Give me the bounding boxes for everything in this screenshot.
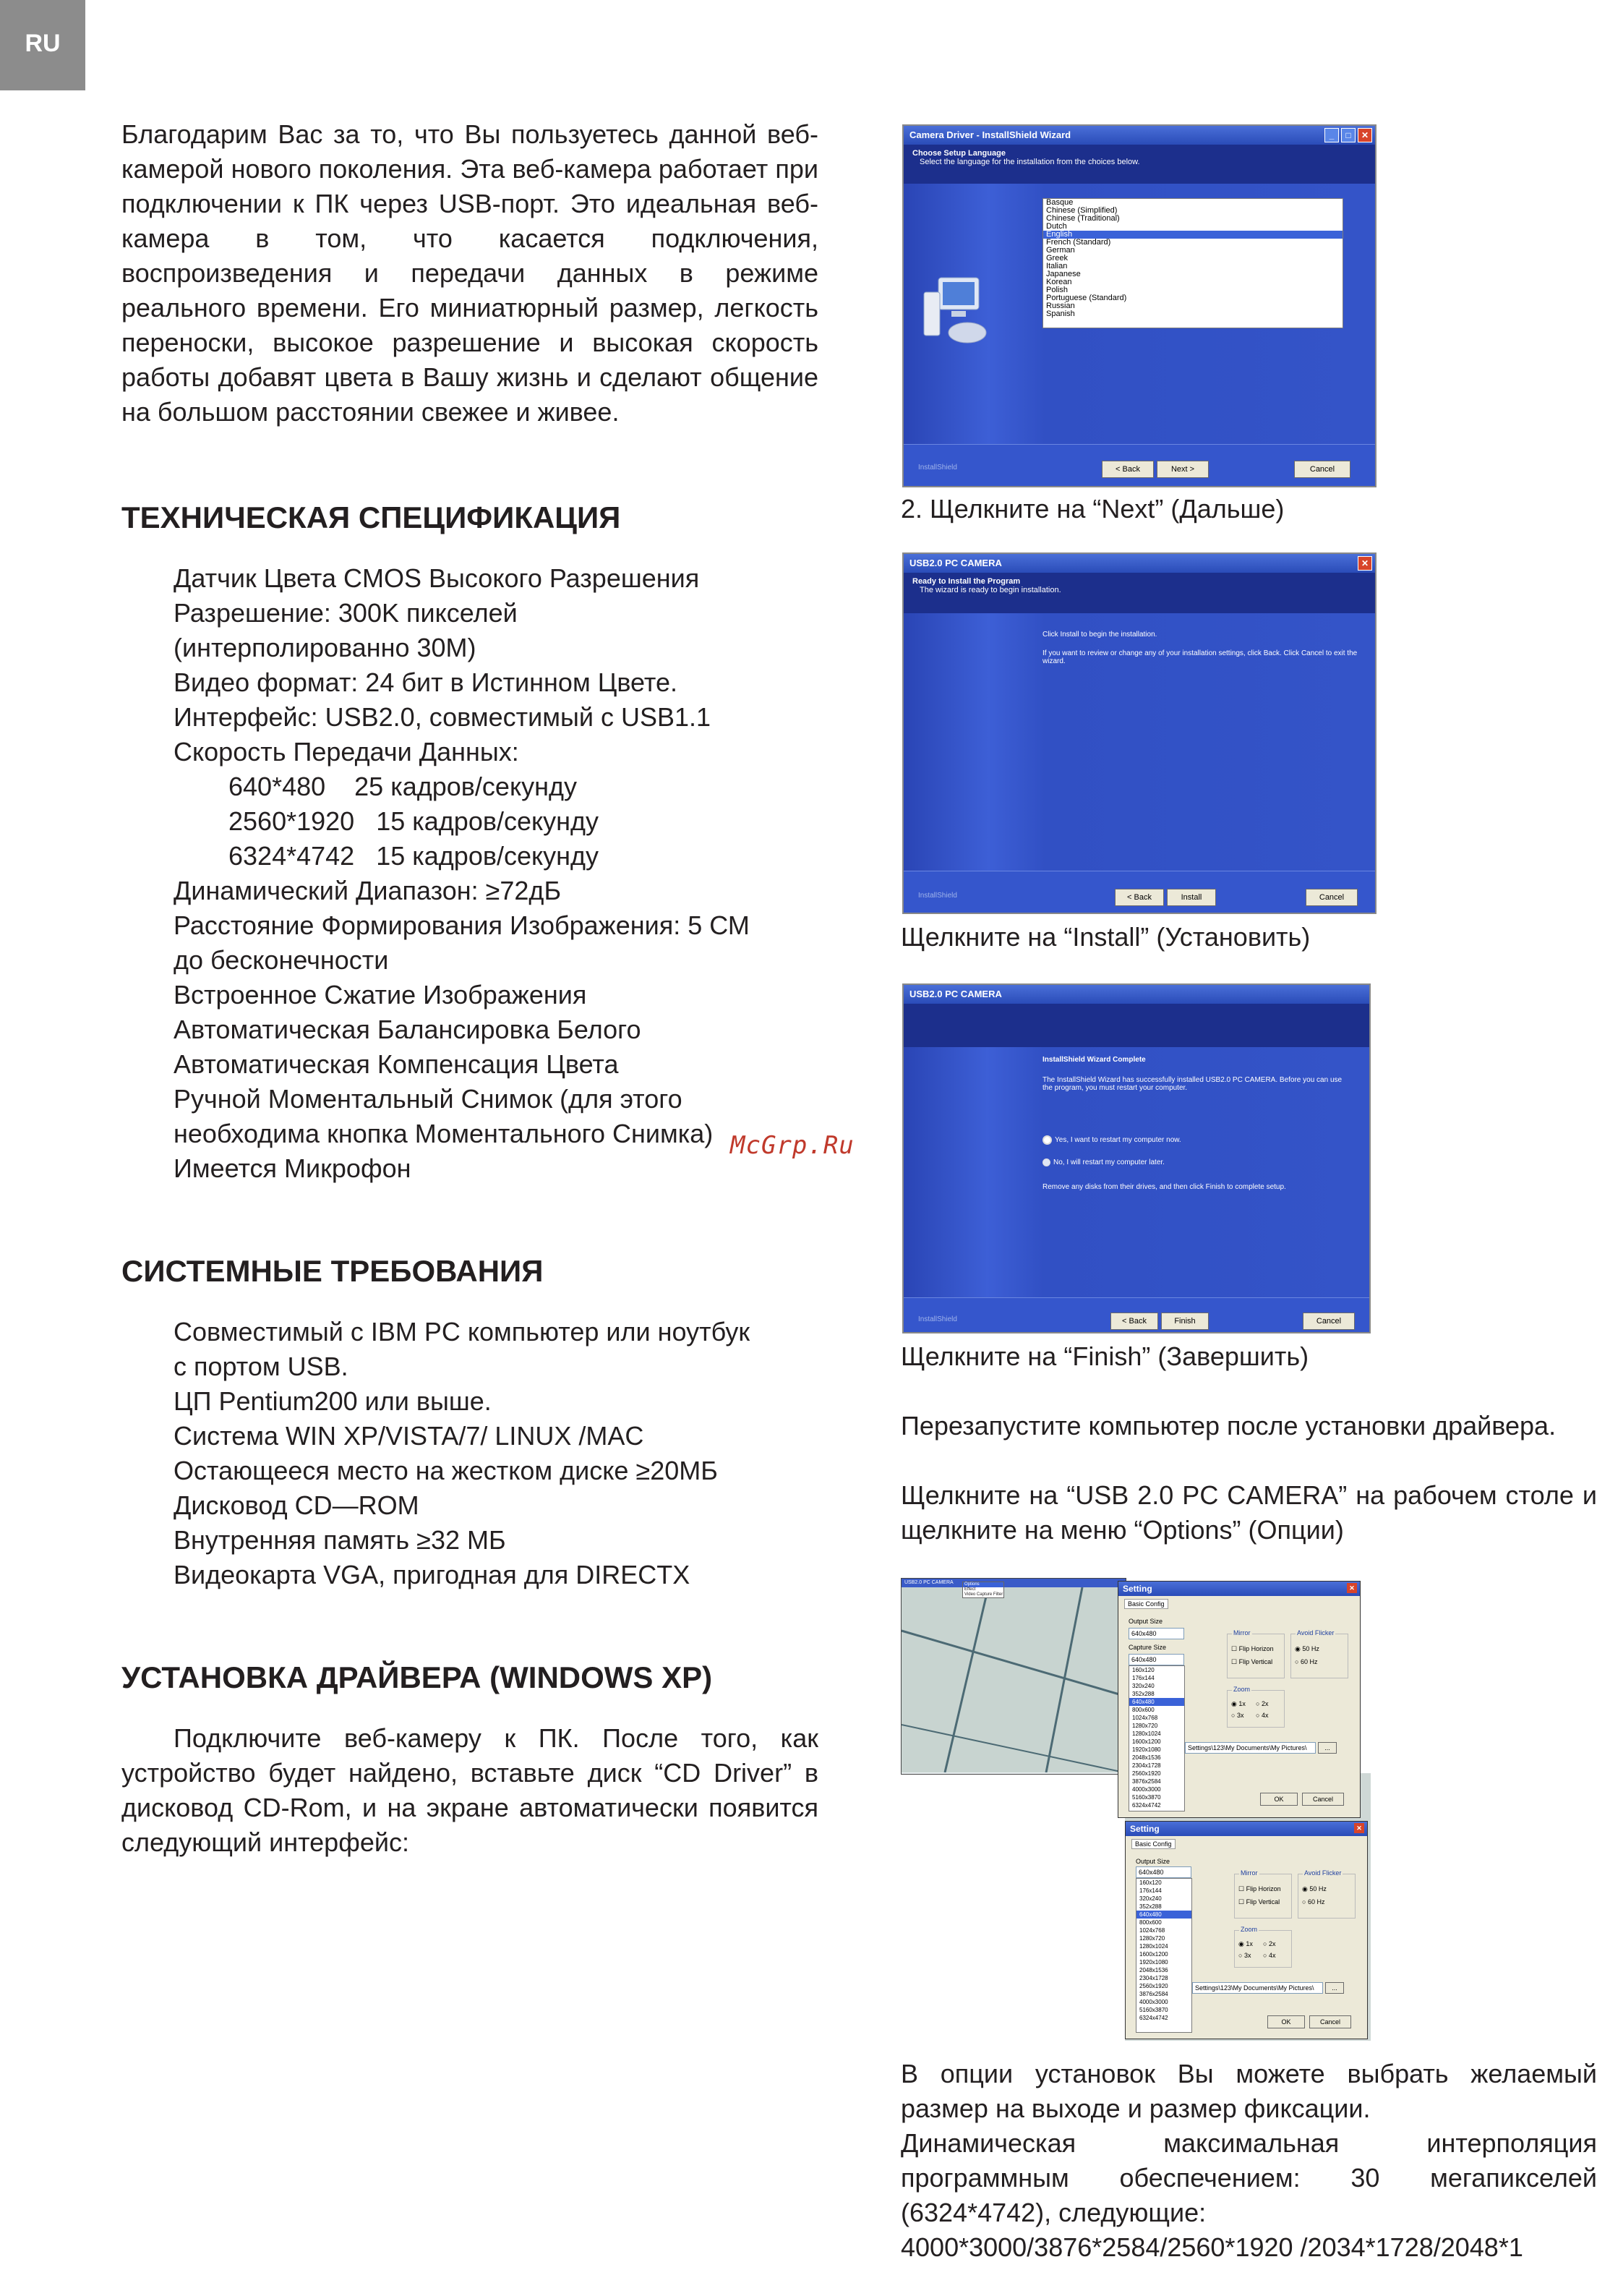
radio-icon[interactable] (1042, 1158, 1050, 1166)
spec-line: необходима кнопка Моментального Снимка) (174, 1119, 714, 1148)
spec-rate: 6324*4742 15 кадров/секунду (228, 841, 599, 871)
options-menu[interactable] (962, 1582, 1004, 1598)
hz60-radio[interactable]: ○ 60 Hz (1295, 1658, 1318, 1665)
install-button[interactable]: Install (1167, 889, 1216, 906)
settings-dialog (1118, 1581, 1361, 1818)
watermark: McGrp.Ru (730, 1131, 855, 1160)
size-option[interactable]: 3876x2584 (1132, 1778, 1161, 1785)
window-controls (1324, 128, 1372, 142)
zoom-3x-radio[interactable]: ○ 3x (1231, 1712, 1244, 1719)
spec-line: Динамический Диапазон: ≥72дБ (174, 876, 562, 905)
settings-dialog-title-text: Setting (1130, 1824, 1160, 1834)
sysreq-line: ЦП Pentium200 или выше. (174, 1386, 492, 1416)
language-tab: RU (0, 0, 85, 90)
size-option-selected[interactable]: 640x480 (1136, 1911, 1191, 1919)
size-option[interactable]: 176x144 (1139, 1887, 1162, 1894)
screenshot-settings (901, 1578, 1371, 2041)
wizard-header-subtitle: The wizard is ready to begin installation. (920, 586, 1061, 594)
window-title-text: USB2.0 PC CAMERA (909, 558, 1002, 568)
complete-description: The InstallShield Wizard has successfully installed USB2.0 PC CAMERA. Before you can use the program, you must restart your computer. (1042, 1076, 1343, 1092)
language-option[interactable]: Chinese (Simplified) (1046, 206, 1118, 215)
sysreq-line: Остающееся место на жестком диске ≥20МБ (174, 1456, 718, 1485)
size-option[interactable]: 160x120 (1139, 1879, 1162, 1886)
language-option[interactable]: Korean (1046, 278, 1072, 286)
size-option[interactable]: 352x288 (1139, 1903, 1162, 1910)
language-option[interactable]: Polish (1046, 286, 1068, 294)
size-option[interactable]: 5160x3870 (1132, 1794, 1161, 1801)
window-title (904, 554, 1375, 573)
install-text: Click Install to begin the installation. (1042, 631, 1157, 639)
mirror-group: Mirror (1227, 1634, 1285, 1678)
screenshot-finish (902, 983, 1371, 1333)
screenshot-install (902, 552, 1376, 914)
restart-paragraph: Перезапустите компьютер после установки драйвера. (901, 1411, 1557, 1441)
wizard-header-subtitle: Select the language for the installation from the choices below. (920, 158, 1140, 166)
settings-dialog-output (1125, 1821, 1368, 2039)
sysreq-heading: СИСТЕМНЫЕ ТРЕБОВАНИЯ (121, 1254, 544, 1288)
size-option[interactable]: 6324x4742 (1139, 2015, 1168, 2021)
wizard-header (904, 573, 1375, 613)
window-controls (1358, 556, 1372, 571)
settings-dialog-title-text: Setting (1123, 1584, 1152, 1594)
options-instruction: Щелкните на “USB 2.0 PC CAMERA” на рабочем столе и щелкните на меню “Options” (Опции) (901, 1480, 1597, 1545)
size-option[interactable]: 320x240 (1132, 1683, 1155, 1689)
size-option[interactable]: 1280x1024 (1132, 1730, 1161, 1737)
language-option[interactable]: Chinese (Traditional) (1046, 214, 1120, 223)
spec-line: Разрешение: 300K пикселей (174, 598, 518, 628)
language-option[interactable]: Russian (1046, 302, 1075, 310)
mirror-group: Mirror (1234, 1874, 1292, 1919)
remove-disks-text: Remove any disks from their drives, and then click Finish to complete setup. (1042, 1183, 1286, 1191)
caption-install: Щелкните на “Install” (Установить) (901, 922, 1311, 952)
spec-line: Встроенное Сжатие Изображения (174, 980, 587, 1010)
size-option[interactable]: 2304x1728 (1139, 1975, 1168, 1981)
close-icon[interactable]: ✕ (1354, 1823, 1364, 1833)
size-option[interactable]: 1600x1200 (1139, 1951, 1168, 1958)
output-size-label: Output Size (1136, 1858, 1170, 1865)
size-option[interactable]: 5160x3870 (1139, 2007, 1168, 2013)
restart-later-label: No, I will restart my computer later. (1053, 1158, 1165, 1166)
size-option[interactable]: 1600x1200 (1132, 1738, 1161, 1745)
ok-button[interactable]: OK (1267, 2015, 1305, 2028)
spec-line: до бесконечности (174, 945, 389, 975)
cancel-button[interactable]: Cancel (1294, 461, 1350, 478)
close-icon[interactable]: ✕ (1358, 128, 1372, 142)
hz50-radio[interactable]: ◉ 50 Hz (1302, 1885, 1327, 1892)
resolutions-line: 4000*3000/3876*2584/2560*1920 /2034*1728/2048*1 (901, 2232, 1523, 2262)
browse-button[interactable]: ... (1318, 1742, 1337, 1754)
back-button[interactable]: < Back (1110, 1313, 1158, 1330)
next-button[interactable]: Next > (1157, 461, 1209, 478)
language-option[interactable]: Japanese (1046, 270, 1081, 278)
hz50-radio[interactable]: ◉ 50 Hz (1295, 1645, 1319, 1652)
sysreq-line: Система WIN XP/VISTA/7/ LINUX /MAC (174, 1421, 644, 1451)
wizard-body (904, 613, 1375, 871)
size-option[interactable]: 800x600 (1139, 1919, 1162, 1926)
wizard-header (904, 145, 1375, 184)
cancel-button[interactable]: Cancel (1306, 889, 1358, 906)
restart-now-option[interactable] (1042, 1135, 1181, 1145)
size-option[interactable]: 176x144 (1132, 1675, 1155, 1681)
cancel-button[interactable]: Cancel (1303, 1313, 1355, 1330)
spec-line: (интерполированно 30M) (174, 633, 476, 662)
installshield-brand: InstallShield (918, 464, 957, 471)
size-option[interactable]: 1024x768 (1139, 1927, 1165, 1934)
zoom-1x-radio[interactable]: ◉ 1x (1238, 1940, 1253, 1947)
wizard-header-title: Choose Setup Language (912, 149, 1006, 158)
output-size-select[interactable]: 640x480 (1129, 1628, 1184, 1639)
zoom-2x-radio[interactable]: ○ 2x (1256, 1700, 1269, 1707)
minimize-icon[interactable]: _ (1324, 128, 1339, 142)
installshield-brand: InstallShield (918, 1315, 957, 1323)
save-path-field[interactable]: Settings\123\My Documents\My Pictures\ (1185, 1742, 1316, 1754)
flip-horizon-checkbox[interactable]: ☐ Flip Horizon (1238, 1885, 1281, 1892)
wizard-header-title: Ready to Install the Program (912, 577, 1021, 586)
spec-line: Имеется Микрофон (174, 1153, 411, 1183)
language-option[interactable]: Portuguese (Standard) (1046, 294, 1127, 302)
camera-preview (902, 1587, 1124, 1772)
restart-now-label: Yes, I want to restart my computer now. (1055, 1136, 1181, 1144)
size-option[interactable]: 2048x1536 (1132, 1754, 1161, 1761)
menu-item-effect[interactable]: Effect (964, 1587, 976, 1592)
driver-paragraph: Подключите веб-камеру к ПК. После того, как устройство будет найдено, вставьте диск “CD Driver” в дисковод CD-Rom, и на экране автоматически появится следующий интерфейс: (121, 1723, 818, 1857)
flip-horizon-checkbox[interactable]: ☐ Flip Horizon (1231, 1645, 1274, 1652)
language-list[interactable] (1042, 198, 1343, 328)
size-option[interactable]: 2560x1920 (1132, 1770, 1161, 1777)
camera-window-title: USB2.0 PC CAMERA (902, 1579, 1126, 1587)
menu-item-capture-filter[interactable]: Video Capture Filter (964, 1592, 1003, 1597)
computer-icon (917, 270, 996, 350)
wizard-body (904, 184, 1375, 444)
size-option[interactable]: 1920x1080 (1132, 1746, 1161, 1753)
capture-size-list[interactable] (1129, 1665, 1185, 1811)
output-size-label: Output Size (1129, 1618, 1163, 1625)
language-option[interactable]: Dutch (1046, 222, 1067, 231)
output-size-select[interactable]: 640x480 (1136, 1866, 1191, 1878)
tab-basic-config[interactable]: Basic Config (1131, 1839, 1176, 1849)
spec-line: Интерфейс: USB2.0, совместимый с USB1.1 (174, 702, 711, 732)
size-option[interactable]: 2304x1728 (1132, 1762, 1161, 1769)
window-title-text: USB2.0 PC CAMERA (909, 989, 1002, 999)
ok-button[interactable]: OK (1260, 1793, 1298, 1806)
sysreq-line: Совместимый с IBM PC компьютер или ноутбук (174, 1317, 750, 1347)
capture-size-label: Capture Size (1129, 1644, 1167, 1651)
size-option[interactable]: 6324x4742 (1132, 1802, 1161, 1809)
capture-size-select[interactable]: 640x480 (1129, 1654, 1184, 1665)
spec-line: Видео формат: 24 бит в Истинном Цвете. (174, 667, 677, 697)
tab-basic-config[interactable]: Basic Config (1124, 1599, 1168, 1609)
cancel-button[interactable]: Cancel (1309, 2015, 1351, 2028)
language-option-selected[interactable]: English (1043, 231, 1343, 239)
spec-line: Автоматическая Балансировка Белого (174, 1015, 641, 1044)
size-option-selected[interactable]: 640x480 (1129, 1698, 1184, 1706)
size-option[interactable]: 2048x1536 (1139, 1967, 1168, 1973)
language-option[interactable]: French (Standard) (1046, 238, 1111, 247)
spec-rate: 640*480 25 кадров/секунду (228, 772, 577, 801)
language-option[interactable]: Spanish (1046, 310, 1075, 318)
hz60-radio[interactable]: ○ 60 Hz (1302, 1898, 1325, 1905)
options-paragraph: В опции установок Вы можете выбрать желаемый размер на выходе и размер фиксации. (901, 2059, 1597, 2123)
sysreq-line: Дисковод CD—ROM (174, 1490, 419, 1520)
wizard-footer (904, 1297, 1369, 1333)
zoom-1x-radio[interactable]: ◉ 1x (1231, 1700, 1246, 1707)
size-option[interactable]: 1024x768 (1132, 1715, 1158, 1721)
caption-next: 2. Щелкните на “Next” (Дальше) (901, 494, 1285, 524)
flip-vertical-checkbox[interactable]: ☐ Flip Vertical (1231, 1658, 1273, 1665)
spec-list (174, 561, 818, 1186)
settings-dialog-title (1126, 1822, 1367, 1836)
maximize-icon[interactable]: □ (1341, 128, 1356, 142)
language-option[interactable]: Basque (1046, 198, 1074, 207)
zoom-4x-radio[interactable]: ○ 4x (1263, 1952, 1276, 1959)
camera-window (901, 1578, 1126, 1775)
sysreq-line: с портом USB. (174, 1352, 348, 1381)
size-option[interactable]: 1280x720 (1139, 1935, 1165, 1942)
radio-selected-icon[interactable] (1042, 1135, 1052, 1145)
back-button[interactable]: < Back (1102, 461, 1154, 478)
menu-item-options[interactable]: Options (963, 1582, 1003, 1587)
installshield-brand: InstallShield (918, 892, 957, 900)
size-option[interactable]: 1280x1024 (1139, 1943, 1168, 1950)
driver-heading: УСТАНОВКА ДРАЙВЕРА (WINDOWS XP) (121, 1660, 713, 1694)
spec-line: Скорость Передачи Данных: (174, 737, 519, 767)
caption-finish: Щелкните на “Finish” (Завершить) (901, 1341, 1309, 1371)
intro-paragraph: Благодарим Вас за то, что Вы пользуетесь данной веб-камерой нового поколения. Эта веб-камера работает при подключении к ПК через USB-порт. Это идеальная веб-камера в том, что касается подключения, воспроизведения и передачи данных в режиме реального времени. Его миниатюрный размер, легкость переноски, высокое разрешение и высокая скорость работы добавят цвета в Вашу жизнь и сделают общение на большом расстоянии свежее и живее. (121, 119, 818, 427)
zoom-4x-radio[interactable]: ○ 4x (1256, 1712, 1269, 1719)
wizard-header (904, 1004, 1369, 1047)
zoom-group: Zoom (1227, 1690, 1285, 1728)
window-title-text: Camera Driver - InstallShield Wizard (909, 129, 1071, 140)
size-option[interactable]: 2560x1920 (1139, 1983, 1168, 1989)
settings-dialog-title (1118, 1582, 1360, 1596)
complete-title: InstallShield Wizard Complete (1042, 1056, 1146, 1064)
restart-later-option[interactable] (1042, 1158, 1165, 1166)
install-description: If you want to review or change any of your installation settings, click Back. Click Cancel to exit the wizard. (1042, 649, 1358, 665)
size-option[interactable]: 160x120 (1132, 1667, 1155, 1673)
language-option[interactable]: German (1046, 246, 1075, 255)
avoid-flicker-group: Avoid Flicker (1290, 1634, 1348, 1678)
size-option[interactable]: 320x240 (1139, 1895, 1162, 1902)
sysreq-line: Внутренняя память ≥32 МБ (174, 1525, 506, 1555)
sysreq-line: Видеокарта VGA, пригодная для DIRECTX (174, 1560, 690, 1589)
sysreq-list (174, 1315, 818, 1592)
back-button[interactable]: < Back (1115, 889, 1164, 906)
zoom-2x-radio[interactable]: ○ 2x (1263, 1940, 1276, 1947)
right-column (901, 116, 1597, 2265)
language-option[interactable]: Italian (1046, 262, 1068, 270)
wizard-footer (904, 871, 1375, 914)
spec-line: Расстояние Формирования Изображения: 5 СМ (174, 910, 750, 940)
spec-heading: ТЕХНИЧЕСКАЯ СПЕЦИФИКАЦИЯ (121, 500, 621, 534)
cancel-button[interactable]: Cancel (1302, 1793, 1344, 1806)
interpolation-paragraph: Динамическая максимальная интерполяция программным обеспечением: 30 мегапикселей (6324*4742), следующие: (901, 2128, 1597, 2227)
spec-line: Ручной Моментальный Снимок (для этого (174, 1084, 682, 1114)
size-option[interactable]: 352x288 (1132, 1691, 1155, 1697)
zoom-3x-radio[interactable]: ○ 3x (1238, 1952, 1251, 1959)
close-icon[interactable]: ✕ (1358, 556, 1372, 571)
screenshot-language (902, 124, 1376, 487)
language-option[interactable]: Greek (1046, 254, 1068, 263)
size-option[interactable]: 3876x2584 (1139, 1991, 1168, 1997)
finish-button[interactable]: Finish (1161, 1313, 1209, 1330)
size-option[interactable]: 4000x3000 (1132, 1786, 1161, 1793)
wizard-body (904, 1047, 1369, 1297)
wizard-footer (904, 444, 1375, 487)
window-title (904, 126, 1375, 145)
size-option[interactable]: 1280x720 (1132, 1723, 1158, 1729)
close-icon[interactable]: ✕ (1347, 1583, 1357, 1593)
size-option[interactable]: 800x600 (1132, 1707, 1155, 1713)
spec-rate: 2560*1920 15 кадров/секунду (228, 806, 599, 836)
spec-line: Датчик Цвета CMOS Высокого Разрешения (174, 563, 700, 593)
size-option[interactable]: 4000x3000 (1139, 1999, 1168, 2005)
browse-button[interactable]: ... (1325, 1982, 1344, 1994)
flip-vertical-checkbox[interactable]: ☐ Flip Vertical (1238, 1898, 1280, 1905)
window-title (904, 985, 1369, 1004)
avoid-flicker-group: Avoid Flicker (1298, 1874, 1356, 1919)
left-column (121, 117, 818, 1860)
zoom-group: Zoom (1234, 1930, 1292, 1968)
spec-line: Автоматическая Компенсация Цвета (174, 1049, 619, 1079)
size-option[interactable]: 1920x1080 (1139, 1959, 1168, 1966)
save-path-field[interactable]: Settings\123\My Documents\My Pictures\ (1192, 1982, 1323, 1994)
output-size-list[interactable] (1136, 1878, 1192, 2033)
